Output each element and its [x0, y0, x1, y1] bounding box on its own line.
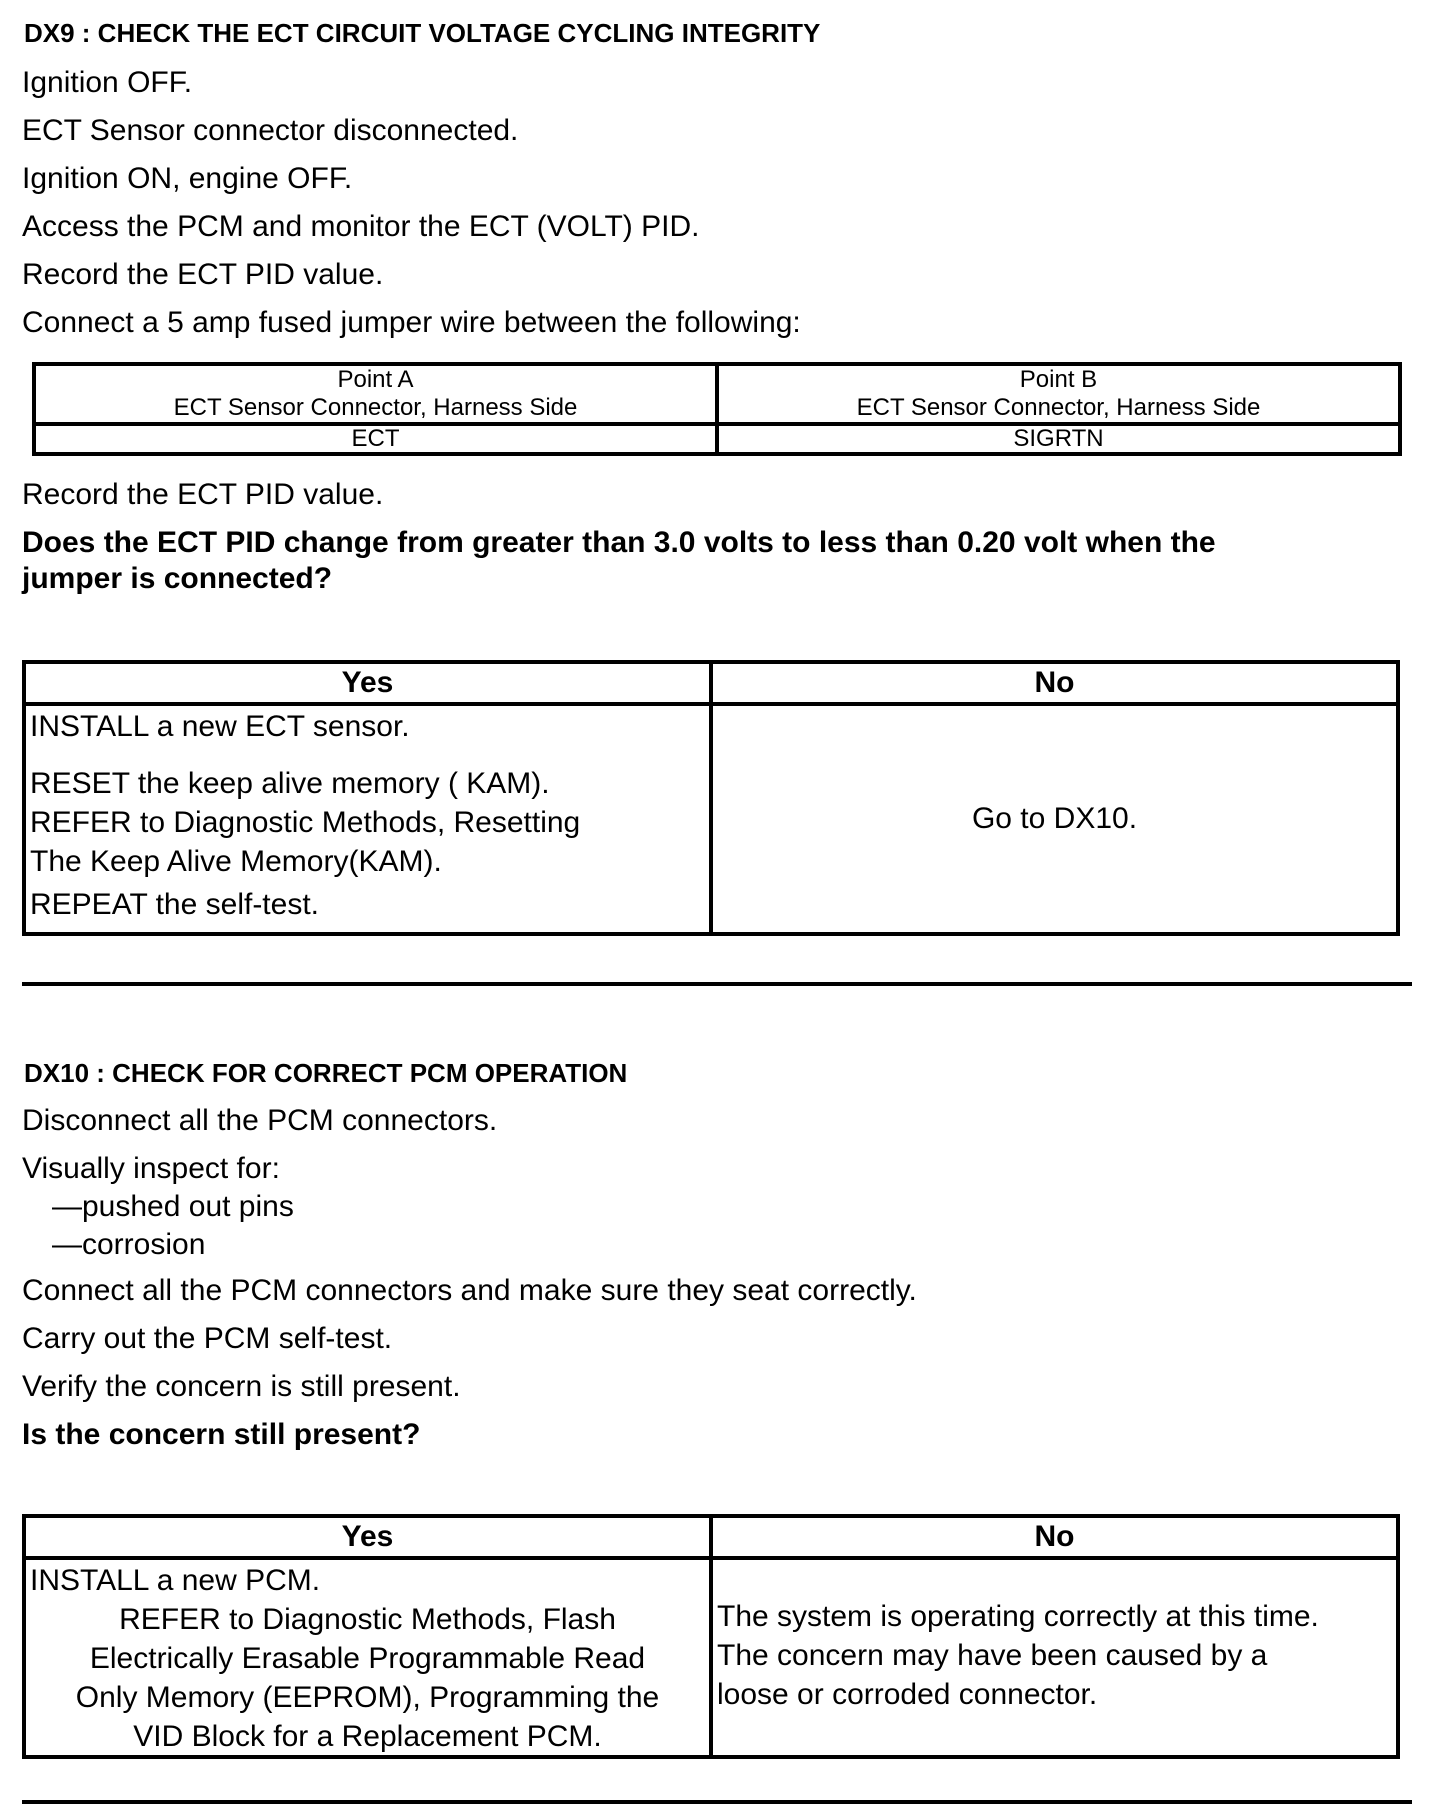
dx9-no-cell: Go to DX10. — [711, 704, 1398, 934]
dx9-yes-cell — [24, 704, 711, 934]
dx10-heading: DX10 : CHECK FOR CORRECT PCM OPERATION — [24, 1058, 628, 1088]
dx9-yes-line-2: RESET the keep alive memory ( KAM). — [30, 767, 550, 800]
dx10-step-4: Carry out the PCM self-test. — [22, 1322, 393, 1355]
dx10-step-3: Connect all the PCM connectors and make sure they seat correctly. — [22, 1274, 917, 1307]
dx10-no-line-2: The concern may have been caused by a — [717, 1639, 1268, 1672]
dx9-question-line-1: Does the ECT PID change from greater than 3.0 volts to less than 0.20 volt when the — [22, 526, 1216, 559]
dx9-yes-line-5: REPEAT the self-test. — [30, 888, 319, 921]
dx9-yes-header: Yes — [24, 662, 711, 704]
dx10-no-line-3: loose or corroded connector. — [717, 1678, 1098, 1711]
dx9-heading: DX9 : CHECK THE ECT CIRCUIT VOLTAGE CYCLING INTEGRITY — [24, 18, 821, 48]
dx10-sub-2: —corrosion — [52, 1228, 206, 1261]
dx9-step-1: Ignition OFF. — [22, 66, 193, 99]
dx10-yes-line-5: VID Block for a Replacement PCM. — [133, 1720, 602, 1753]
dx9-yes-line-3: REFER to Diagnostic Methods, Resetting — [30, 806, 581, 839]
dx10-yes-line-2: REFER to Diagnostic Methods, Flash — [119, 1603, 616, 1636]
dx10-step-5: Verify the concern is still present. — [22, 1370, 461, 1403]
dx10-sub-1: —pushed out pins — [52, 1190, 294, 1223]
point-b-title: Point B — [1019, 366, 1098, 393]
section-divider — [22, 982, 1412, 986]
bottom-divider — [22, 1800, 1412, 1804]
dx10-yes-header: Yes — [24, 1516, 711, 1558]
dx9-step-4: Access the PCM and monitor the ECT (VOLT) PID. — [22, 210, 700, 243]
dx9-yes-line-1: INSTALL a new ECT sensor. — [30, 710, 410, 743]
dx9-yes-line-4: The Keep Alive Memory(KAM). — [30, 845, 442, 878]
dx10-step-2: Visually inspect for: — [22, 1152, 280, 1185]
jumper-connection-table — [32, 362, 1402, 456]
dx10-question: Is the concern still present? — [22, 1418, 421, 1451]
dx10-yes-line-4: Only Memory (EEPROM), Programming the — [75, 1681, 660, 1714]
jumper-point-a-value: ECT — [34, 424, 717, 454]
dx9-question-line-2: jumper is connected? — [22, 562, 333, 595]
jumper-point-b-value: SIGRTN — [717, 424, 1400, 454]
dx9-step-6: Connect a 5 amp fused jumper wire between the following: — [22, 306, 801, 339]
dx10-no-header: No — [711, 1516, 1398, 1558]
jumper-point-b-header — [717, 364, 1400, 424]
point-a-title: Point A — [337, 366, 414, 393]
dx10-no-line-1: The system is operating correctly at this time. — [717, 1600, 1319, 1633]
dx9-result-table — [22, 660, 1400, 936]
dx10-no-cell — [711, 1558, 1398, 1757]
dx9-step-3: Ignition ON, engine OFF. — [22, 162, 353, 195]
point-b-subtitle: ECT Sensor Connector, Harness Side — [856, 394, 1261, 421]
dx10-yes-line-3: Electrically Erasable Programmable Read — [89, 1642, 646, 1675]
dx9-no-header: No — [711, 662, 1398, 704]
jumper-point-a-header — [34, 364, 717, 424]
dx9-step-5: Record the ECT PID value. — [22, 258, 384, 291]
dx10-yes-line-1: INSTALL a new PCM. — [30, 1564, 321, 1597]
dx9-step-2: ECT Sensor connector disconnected. — [22, 114, 519, 147]
point-a-subtitle: ECT Sensor Connector, Harness Side — [173, 394, 578, 421]
dx10-result-table — [22, 1514, 1400, 1759]
dx9-record-step: Record the ECT PID value. — [22, 478, 384, 511]
dx10-step-1: Disconnect all the PCM connectors. — [22, 1104, 498, 1137]
dx10-yes-cell — [24, 1558, 711, 1757]
